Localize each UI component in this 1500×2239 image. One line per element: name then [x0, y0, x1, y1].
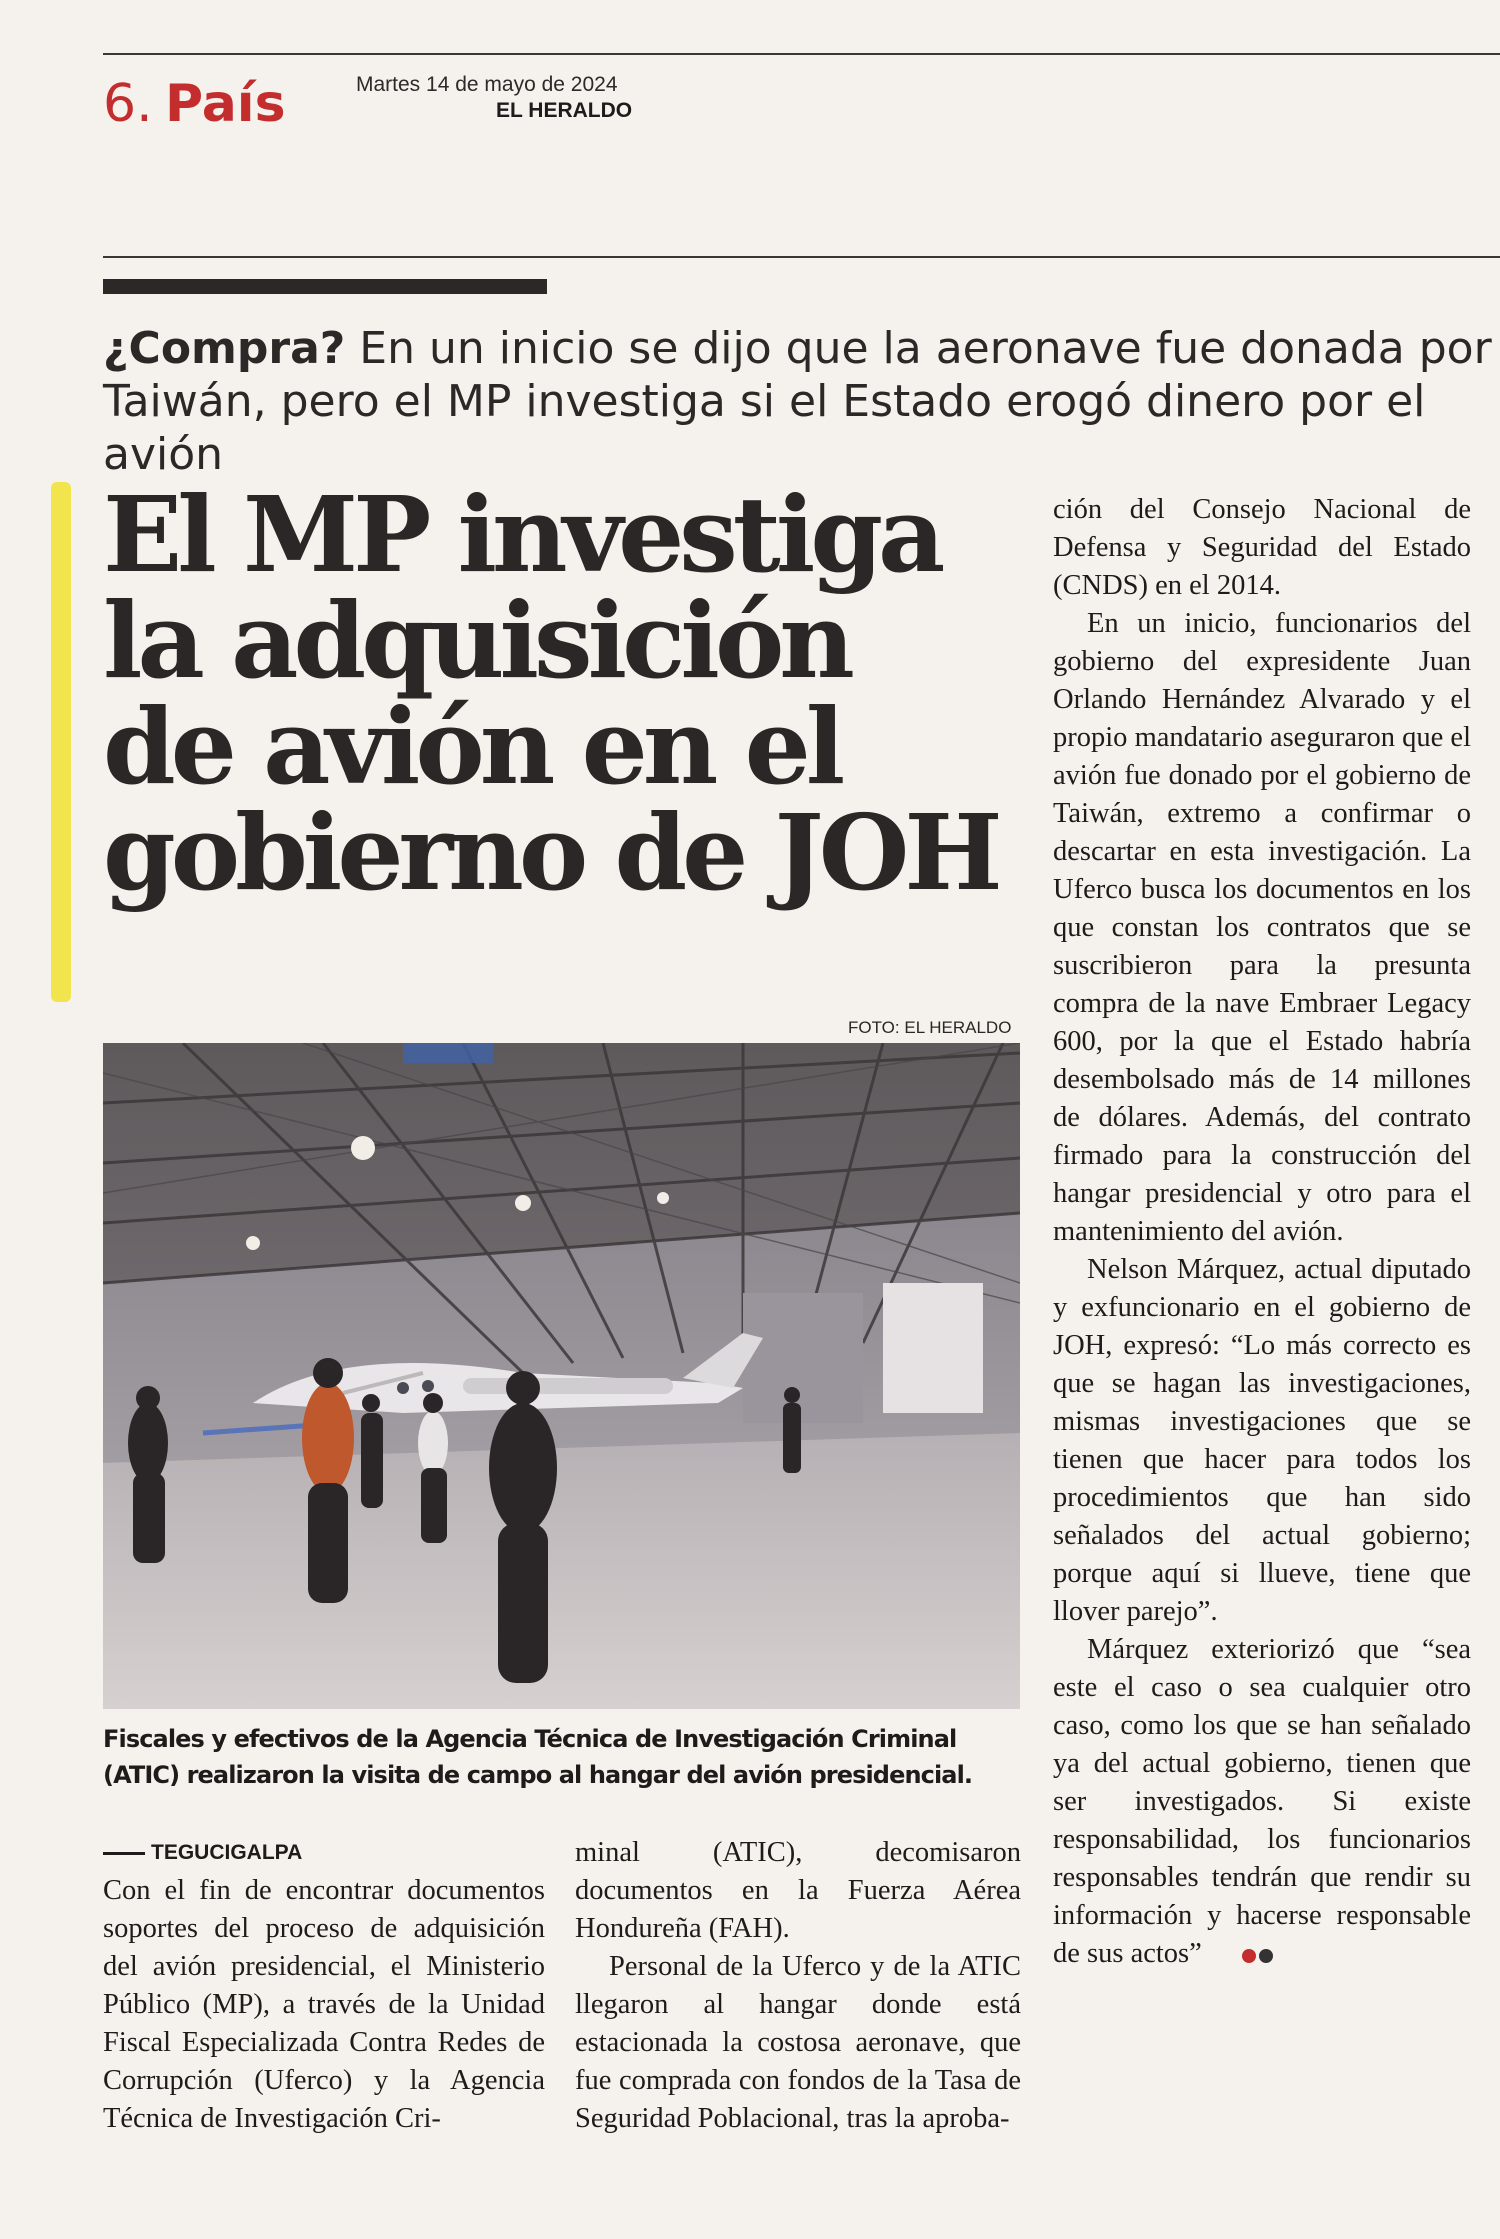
top-rule	[103, 53, 1500, 55]
end-dot-dark	[1259, 1949, 1273, 1963]
paragraph	[1053, 1631, 1471, 1974]
article-column-3	[1053, 491, 1471, 1974]
headline-line: la adquisición	[103, 579, 850, 702]
paragraph: ción del Consejo Nacional de Defensa y Seguridad del Estado (CNDS) en el 2014.	[1053, 494, 1471, 601]
issue-date: Martes 14 de mayo de 2024	[356, 73, 618, 96]
highlighter-mark	[51, 482, 71, 1002]
paragraph: Personal de la Uferco y de la ATIC llegaron al hangar donde está estacionada la costosa aeronave, que fue comprada con fondos de la Tasa de Seguridad Poblacional, tras la aproba-	[575, 1951, 1021, 2134]
kicker-bar	[103, 279, 547, 294]
article-column-1	[103, 1872, 545, 2138]
headline-line: gobierno de JOH	[103, 791, 998, 914]
newspaper-name: EL HERALDO	[496, 99, 633, 122]
photo-credit: FOTO: EL HERALDO	[848, 1018, 1012, 1037]
caption-line: (ATIC) realizaron la visita de campo al hangar del avión presidencial.	[103, 1761, 973, 1789]
photo-caption	[103, 1721, 1023, 1793]
headline-line: El MP investiga	[103, 473, 941, 596]
paragraph: minal (ATIC), decomisaron documentos en la Fuerza Aérea Hondureña (FAH).	[575, 1837, 1021, 1944]
caption-line: Fiscales y efectivos de la Agencia Técnica de Investigación Criminal	[103, 1725, 957, 1753]
end-mark-icon	[1208, 1936, 1276, 1974]
hangar-photo	[103, 1043, 1020, 1709]
header-divider	[103, 256, 1500, 258]
closing-text: Márquez exteriorizó que “sea este el caso o sea cualquier otro caso, como los que se han señalado ya del actual gobierno, tienen que ser investigados. Si existe responsabilidad, los funcionarios responsables tendrán que rendir su información y hacerse responsable de sus actos”	[1053, 1634, 1471, 1969]
paragraph: Nelson Márquez, actual diputado y exfuncionario en el gobierno de JOH, expresó: “Lo más correcto es que se hagan las investigaciones, mismas investigaciones que se tienen que hacer para todos los procedimientos que han sido señalados del actual gobierno; porque aquí si llueve, tiene que llover parejo”.	[1053, 1254, 1471, 1627]
kicker-lead: ¿Compra?	[103, 323, 346, 374]
section-title: País	[165, 74, 286, 134]
article-column-2	[575, 1834, 1021, 2138]
headline	[103, 473, 1023, 914]
kicker-text: En un inicio se dijo que la aeronave fue donada por Taiwán, pero el MP investiga si el Estado erogó dinero por el avión	[103, 323, 1492, 480]
end-dot-red	[1242, 1949, 1256, 1963]
kicker	[103, 322, 1493, 481]
page-number: 6.	[103, 74, 153, 134]
paragraph: En un inicio, funcionarios del gobierno del expresidente Juan Orlando Hernández Alvarado y el propio mandatario aseguraron que el avión fue donado por el gobierno de Taiwán, extremo a confirmar o descartar en esta investigación. La Uferco busca los documentos en los que constan los contratos que se suscribieron para la presunta compra de la nave Embraer Legacy 600, por la que el Estado habría desembolsado más de 14 millones de dólares. Además, del contrato firmado para la construcción del hangar presidencial y otro para el mantenimiento del avión.	[1053, 608, 1471, 1247]
paragraph: Con el fin de encontrar documentos soportes del proceso de adquisición del avión presidencial, el Ministerio Público (MP), a través de la Unidad Fiscal Especializada Contra Redes de Corrupción (Uferco) y la Agencia Técnica de Investigación Cri-	[103, 1875, 545, 2134]
dateline-location: TEGUCIGALPA	[103, 1841, 302, 1865]
headline-line: de avión en el	[103, 685, 841, 808]
